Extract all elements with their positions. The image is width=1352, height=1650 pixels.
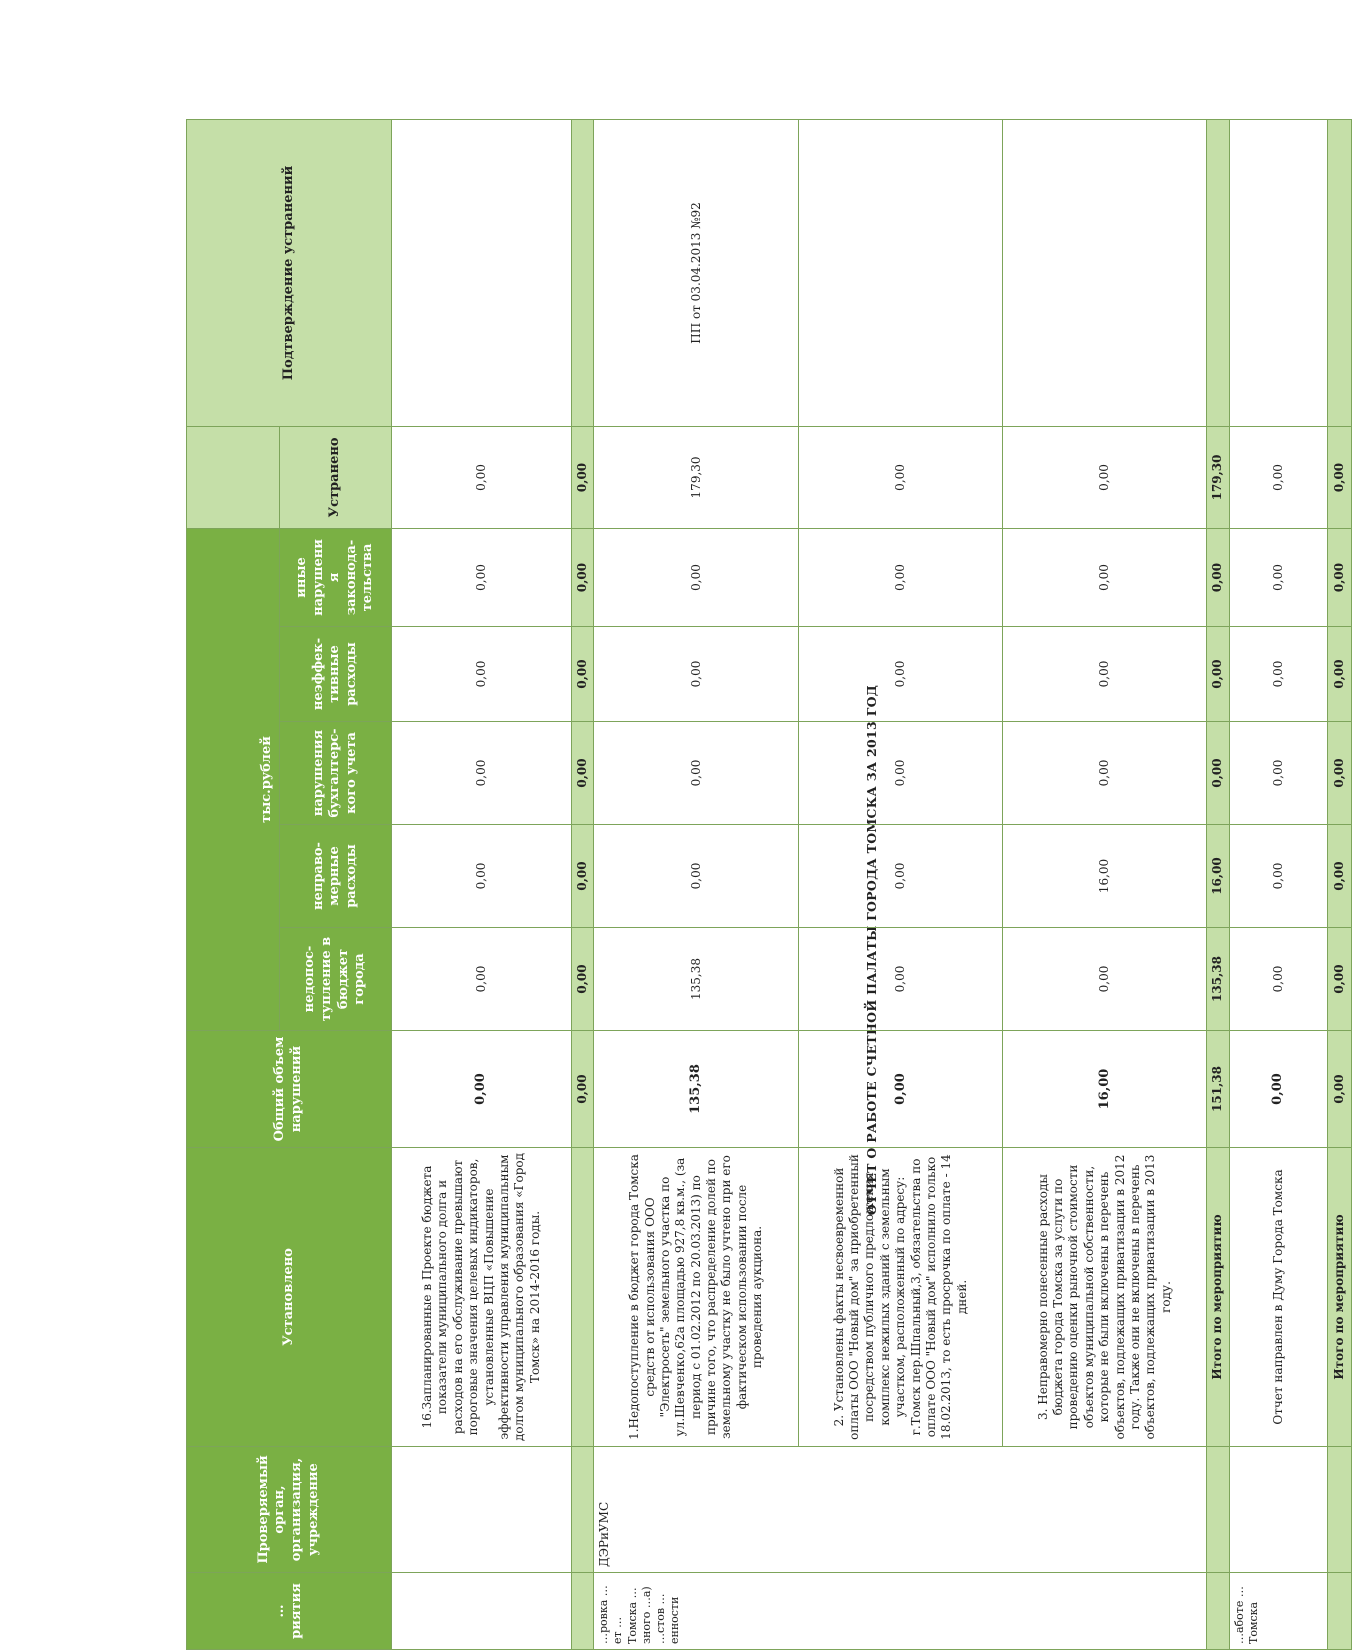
- total-cell: 135,38: [594, 1031, 799, 1148]
- c2-cell: 0,00: [1229, 825, 1327, 928]
- header-unit: тыс.рублей: [187, 528, 280, 1030]
- c1-cell: 0,00: [1003, 928, 1207, 1031]
- c4-cell: 0,00: [572, 627, 594, 722]
- c3-cell: 0,00: [1003, 722, 1207, 825]
- c2-cell: 16,00: [1003, 825, 1207, 928]
- confirm-cell: [1229, 119, 1327, 426]
- c5-cell: 0,00: [572, 528, 594, 626]
- table-row: [392, 119, 572, 1649]
- header-empty: [187, 426, 280, 528]
- c3-cell: 0,00: [1327, 722, 1351, 825]
- confirm-cell: ПП от 03.04.2013 №92: [594, 119, 799, 426]
- subtotal-label: Итого по мероприятию: [1327, 1148, 1351, 1447]
- org-cell: ДЭРиУМС: [594, 1447, 1207, 1573]
- measure-cell: [392, 1573, 572, 1650]
- c5-cell: 0,00: [594, 528, 799, 626]
- c1-cell: 0,00: [392, 928, 572, 1031]
- c2-cell: 0,00: [572, 825, 594, 928]
- table-row: [799, 119, 1003, 1649]
- c2-cell: 0,00: [799, 825, 1003, 928]
- total-cell: 0,00: [1327, 1031, 1351, 1148]
- page-title: ОТЧЕТ О РАБОТЕ СЧЕТНОЙ ПАЛАТЫ ГОРОДА ТОМСКА ЗА 2013 ГОД: [864, 684, 879, 1216]
- c3-cell: 0,00: [594, 722, 799, 825]
- fixed-cell: 0,00: [1003, 426, 1207, 528]
- header-row-1: [187, 119, 280, 1649]
- fixed-cell: 0,00: [799, 426, 1003, 528]
- report-table: [186, 119, 1352, 1650]
- confirm-cell: [1003, 119, 1207, 426]
- fixed-cell: 0,00: [572, 426, 594, 528]
- c1-cell: 0,00: [1327, 928, 1351, 1031]
- measure-cell: …аботе …Томска: [1229, 1573, 1327, 1650]
- c5-cell: 0,00: [1229, 528, 1327, 626]
- c4-cell: 0,00: [1327, 627, 1351, 722]
- header-measure: …риятия: [187, 1573, 392, 1650]
- c1-cell: 0,00: [799, 928, 1003, 1031]
- established-cell: 3. Неправомерно понесенные расходы бюджета города Томска за услуги по проведению оценки рыночной стоимости объектов муниципальной собственности, которые не были включены в перечень объектов, подлежащих приватизации в 2012 году. Также они не включены в перечень объектов, подлежащих приватизации в 2013 году.: [1003, 1148, 1207, 1447]
- subtotal-row: [1327, 119, 1351, 1649]
- fixed-cell: 179,30: [594, 426, 799, 528]
- fixed-cell: 0,00: [1229, 426, 1327, 528]
- c2-cell: 0,00: [1327, 825, 1351, 928]
- c1-cell: 0,00: [1229, 928, 1327, 1031]
- table-row: [1003, 119, 1207, 1649]
- c3-cell: 0,00: [1207, 722, 1229, 825]
- confirm-cell: [392, 119, 572, 426]
- total-cell: 0,00: [799, 1031, 1003, 1148]
- c5-cell: 0,00: [392, 528, 572, 626]
- total-cell: 151,38: [1207, 1031, 1229, 1148]
- c3-cell: 0,00: [572, 722, 594, 825]
- subtotal-label: Итого по мероприятию: [1207, 1148, 1229, 1447]
- measure-cell: …ровка …ет …Томска …зного …а) …стов …енности: [594, 1573, 1207, 1650]
- c4-cell: 0,00: [594, 627, 799, 722]
- c2-cell: 0,00: [594, 825, 799, 928]
- c2-cell: 0,00: [392, 825, 572, 928]
- fixed-cell: 0,00: [392, 426, 572, 528]
- header-established: Установлено: [187, 1148, 392, 1447]
- header-total: Общий объем нарушений: [187, 1031, 392, 1148]
- subtotal-row: [572, 119, 594, 1649]
- established-cell: Отчет направлен в Думу Города Томска: [1229, 1148, 1327, 1447]
- total-cell: 0,00: [572, 1031, 594, 1148]
- c3-cell: 0,00: [392, 722, 572, 825]
- table-row: [594, 119, 799, 1649]
- established-cell: 16.Запланированные в Проекте бюджета показатели муниципального долга и расходов на его обслуживание превышают пороговые значения целевых индикаторов, установленные ВЦП «Повышение эффективности управления муниципальным долгом муниципального образования «Город Томск» на 2014-2016 годы.: [392, 1148, 572, 1447]
- header-c1: недопос-тупление в бюджет города: [280, 928, 392, 1031]
- header-confirm: Подтверждение устранений: [187, 119, 392, 426]
- org-cell: [392, 1447, 572, 1573]
- c2-cell: 16,00: [1207, 825, 1229, 928]
- c1-cell: 135,38: [594, 928, 799, 1031]
- subtotal-row: [1207, 119, 1229, 1649]
- header-fixed: Устранено: [280, 426, 392, 528]
- c5-cell: 0,00: [1327, 528, 1351, 626]
- c1-cell: 0,00: [572, 928, 594, 1031]
- header-c3: нарушения бухгалтерс-кого учета: [280, 722, 392, 825]
- total-cell: 16,00: [1003, 1031, 1207, 1148]
- header-org: Проверяемый орган, организация, учреждение: [187, 1447, 392, 1573]
- confirm-cell: [799, 119, 1003, 426]
- table-row: [1229, 119, 1327, 1649]
- total-cell: 0,00: [392, 1031, 572, 1148]
- c3-cell: 0,00: [1229, 722, 1327, 825]
- header-c5: иные нарушени я законода-тельства: [280, 528, 392, 626]
- c3-cell: 0,00: [799, 722, 1003, 825]
- c4-cell: 0,00: [1207, 627, 1229, 722]
- header-c4: неэффек-тивные расходы: [280, 627, 392, 722]
- c4-cell: 0,00: [392, 627, 572, 722]
- c1-cell: 135,38: [1207, 928, 1229, 1031]
- established-cell: 2. Установлены факты несвоевременной оплаты ООО "Новый дом" за приобретенный посредством публичного предложения комплекс нежилых зданий с земельным участком, расположенный по адресу: г.Томск пер.Шпальный,3, обязательства по оплате ООО "Новый дом" исполнило только 18.02.2013, то есть просрочка по оплате - 14 дней.: [799, 1148, 1003, 1447]
- org-cell: [1229, 1447, 1327, 1573]
- c5-cell: 0,00: [1003, 528, 1207, 626]
- c5-cell: 0,00: [799, 528, 1003, 626]
- c5-cell: 0,00: [1207, 528, 1229, 626]
- fixed-cell: 179,30: [1207, 426, 1229, 528]
- established-cell: 1.Недопоступление в бюджет города Томска средств от использования ООО "Электросеть" земельного участка по ул.Шевченко,62а площадью 927,8 кв.м., (за период с 01.02.2012 по 20.03.2013) по причине того, что распределение долей по земельному участку не было учтено при его фактическом использовании после проведения аукциона.: [594, 1148, 799, 1447]
- c4-cell: 0,00: [1003, 627, 1207, 722]
- c4-cell: 0,00: [799, 627, 1003, 722]
- rotated-report-table: [186, 120, 1346, 1650]
- total-cell: 0,00: [1229, 1031, 1327, 1148]
- c4-cell: 0,00: [1229, 627, 1327, 722]
- header-c2: неправо-мерные расходы: [280, 825, 392, 928]
- fixed-cell: 0,00: [1327, 426, 1351, 528]
